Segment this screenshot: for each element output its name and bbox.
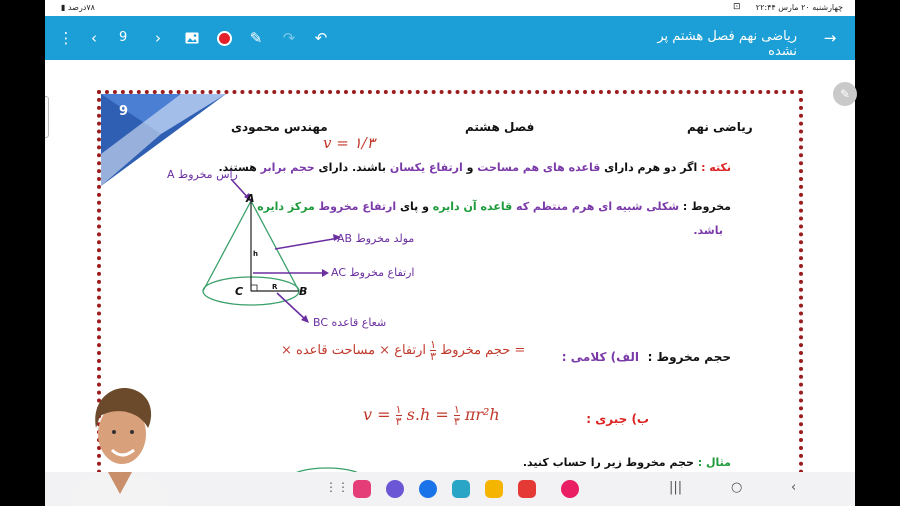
verbal-frac-den: ۳ [430, 350, 437, 363]
apex-label: راس مخروط A [167, 168, 238, 181]
handwritten-scribble: v = ۱/۳ [323, 134, 375, 152]
vertex-b-label: B [299, 285, 308, 298]
worksheet-page [97, 90, 803, 490]
cone-def-6: باشد. [693, 224, 723, 237]
cone-def-4: ارتفاع مخروط [318, 200, 397, 213]
note-part-1: اگر دو هرم دارای [600, 161, 698, 174]
verbal-fraction [430, 339, 436, 362]
verbal-label: الف) کلامی : [561, 350, 639, 364]
note-part-5: باشند. دارای [314, 161, 387, 174]
app-toolbar [45, 16, 855, 60]
cone-def-5: مرکز دایره [257, 200, 315, 213]
header-teacher: مهندس محمودی [231, 120, 328, 134]
files-icon[interactable] [485, 480, 503, 498]
cone-def-2: قاعده آن دایره [432, 200, 513, 213]
status-date: چهارشنبه ۲۰ مارس ۲۲:۴۴ [755, 3, 843, 12]
algebraic-fraction-1 [396, 404, 402, 427]
note-part-7: هستند. [218, 161, 257, 174]
verbal-frac-num: ۱ [430, 338, 437, 351]
undo-icon[interactable]: ↶ [314, 29, 328, 47]
height-mark: h [253, 250, 258, 258]
verbal-formula-left: ارتفاع × مساحت قاعده × [281, 343, 427, 358]
note-label: نکته : [701, 161, 731, 174]
base-radius-label: شعاع قاعده BC [313, 316, 387, 329]
note-part-2: قاعده های هم مساحت [477, 161, 601, 174]
messages-icon[interactable] [419, 480, 437, 498]
edit-pencil-icon[interactable]: ✎ [833, 82, 857, 106]
next-page-icon[interactable]: › [155, 29, 161, 47]
cone-label: مخروط : [682, 200, 731, 213]
note-part-3: و [462, 161, 474, 174]
pen-icon[interactable]: ✎ [249, 29, 263, 47]
volume-label: حجم مخروط : [647, 350, 731, 364]
battery-text: ۷۸درصد [67, 3, 95, 12]
algebraic-v: v = [363, 405, 391, 424]
algebraic-end: πr²h [464, 405, 500, 424]
drawer-handle[interactable] [45, 96, 49, 138]
screen-record-icon: ⊡ [733, 2, 741, 12]
example-line [523, 456, 731, 469]
alg-frac2-num: ۱ [453, 403, 460, 416]
current-page-number: 9 [119, 30, 128, 45]
document-title[interactable]: ریاضی نهم فصل هشتم پر نشده [641, 29, 797, 62]
record-dot-icon [217, 31, 232, 46]
cone-height-label: ارتفاع مخروط AC [331, 266, 415, 279]
status-battery: ۷۸درصد ▮ [61, 3, 95, 12]
algebraic-mid: s.h = [406, 405, 449, 424]
note-part-6: حجم برابر [260, 161, 315, 174]
forward-arrow-icon[interactable]: → [823, 29, 837, 47]
header-chapter: فصل هشتم [465, 120, 535, 134]
instagram-icon[interactable] [353, 480, 371, 498]
page-number: 9 [119, 104, 129, 119]
home-icon[interactable]: ○ [731, 480, 743, 495]
presenter-avatar [60, 376, 180, 506]
prev-page-icon[interactable]: ‹ [91, 29, 97, 47]
notes-icon[interactable] [518, 480, 536, 498]
alg-frac1-den: ۳ [395, 415, 402, 428]
cone-def-3: و پای [396, 200, 429, 213]
example-label: مثال : [697, 456, 731, 469]
verbal-formula-right: = حجم مخروط [440, 343, 526, 358]
vertex-a-label: A [246, 192, 255, 205]
note-part-4: ارتفاع یکسان [389, 161, 463, 174]
store-icon[interactable] [452, 480, 470, 498]
slant-height-label: مولد مخروط AB [337, 232, 415, 245]
example-text: حجم مخروط زیر را حساب کنید. [522, 456, 694, 469]
status-bar [45, 0, 855, 16]
header-subject: ریاضی نهم [687, 120, 753, 134]
radius-mark: R [272, 283, 278, 291]
back-icon[interactable]: ‹ [791, 480, 797, 495]
algebraic-formula [363, 404, 500, 427]
image-icon[interactable] [181, 27, 203, 49]
recent-apps-icon[interactable]: ||| [669, 480, 683, 495]
browser-icon[interactable] [386, 480, 404, 498]
algebraic-fraction-2 [454, 404, 460, 427]
redo-icon[interactable]: ↷ [282, 29, 296, 47]
algebraic-label: ب) جبری : [586, 412, 649, 426]
app-grid-icon[interactable]: ⋮⋮ [325, 480, 349, 494]
flower-app-icon[interactable] [561, 480, 579, 498]
verbal-formula [281, 339, 525, 362]
cone-def-1: شکلی شبیه ای هرم منتظم که [512, 200, 680, 213]
alg-frac1-num: ۱ [395, 403, 402, 416]
record-button[interactable] [213, 27, 235, 49]
vertex-c-label: C [235, 285, 244, 298]
more-menu-icon[interactable]: ⋮ [58, 29, 74, 47]
alg-frac2-den: ۳ [453, 415, 460, 428]
